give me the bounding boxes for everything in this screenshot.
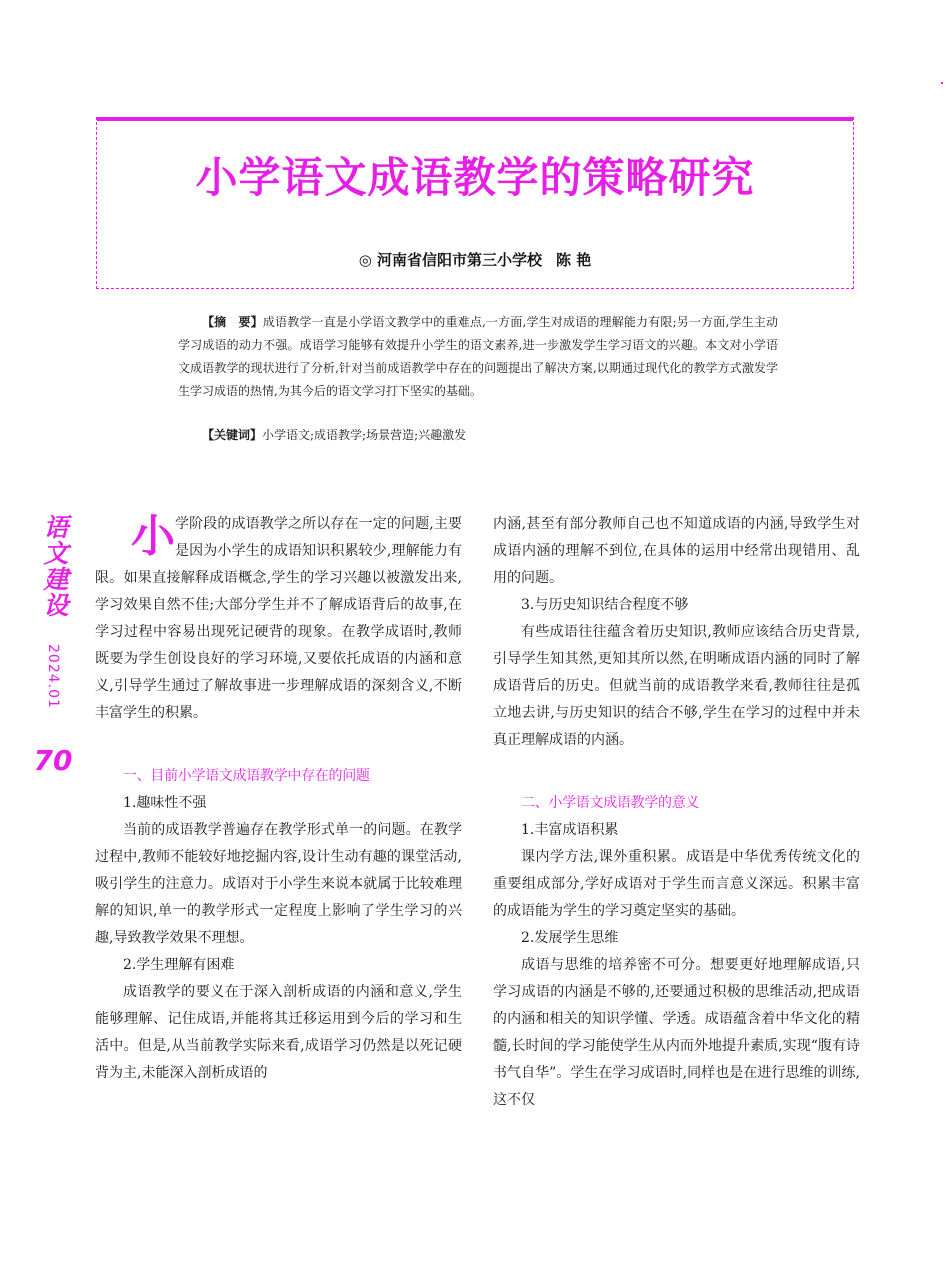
title-frame — [96, 117, 854, 289]
paragraph-4: 课内学方法,课外重积累。成语是中华优秀传统文化的重要组成部分,学好成语对于学生而言意义深远。积累丰富的成语能为学生的学习奠定坚实的基础。 — [493, 849, 860, 919]
paragraph-0-continued: 内涵,甚至有部分教师自己也不知道成语的内涵,导致学生对成语内涵的理解不到位,在具体的运用中经常出现错用、乱用的问题。 — [493, 516, 860, 586]
paragraph-5: 成语与思维的培养密不可分。想要更好地理解成语,只学习成语的内涵是不够的,还要通过积极的思维活动,把成语的内涵和相关的知识学懂、学透。成语蕴含着中华文化的精髓,长时间的学习能使学生从内而外地提升素质,实现“腹有诗书气自华”。学生在学习成语时,同样也是在进行思维的训练,这不仅 — [493, 957, 860, 1108]
author-mark: ◎ — [358, 251, 372, 269]
page-number: 70 — [33, 744, 73, 777]
subheading-3: 3.与历史知识结合程度不够 — [521, 597, 689, 613]
corner-accent-mark — [941, 82, 943, 84]
keywords — [178, 424, 778, 447]
keywords-label: 【关键词】 — [202, 428, 263, 442]
intro-text: 学阶段的成语教学之所以存在一定的问题,主要是因为小学生的成语知识积累较少,理解能力有限。如果直接解释成语概念,学生的学习兴趣以被激发出来,学习效果自然不佳;大部分学生并不了解成语背后的故事,在学习过程中容易出现死记硬背的现象。在教学成语时,教师既要为学生创设良好的学习环境,又要依托成语的内涵和意义,引导学生通过了解故事进一步理解成语的深刻含义,不断丰富学生的积累。 — [95, 516, 462, 721]
article-title: 小学语文成语教学的策略研究 — [195, 153, 755, 202]
paragraph-1: 当前的成语教学普遍存在教学形式单一的问题。在教学过程中,教师不能较好地挖掘内容,设计生动有趣的课堂活动,吸引学生的注意力。成语对于小学生来说本就属于比较难理解的知识,单一的教学形式一定程度上影响了学生学习的兴趣,导致教学效果不理想。 — [95, 822, 462, 946]
issue-date: 2024.01 — [45, 644, 61, 709]
author-org: 河南省信阳市第三小学校 — [377, 251, 543, 269]
paragraph-3: 有些成语往往蕴含着历史知识,教师应该结合历史背景,引导学生知其然,更知其所以然,在明晰成语内涵的同时了解成语背后的历史。但就当前的成语教学来看,教师往往是孤立地去讲,与历史知识的结合不够,学生在学习的过程中并未真正理解成语的内涵。 — [493, 624, 860, 748]
abstract-label: 【摘 要】 — [202, 315, 263, 329]
author-name: 陈 艳 — [556, 251, 592, 269]
subheading-1: 1.趣味性不强 — [123, 795, 207, 811]
abstract-text: 成语教学一直是小学语文教学中的重难点,一方面,学生对成语的理解能力有限;另一方面,学生主动学习成语的动力不强。成语学习能够有效提升小学生的语文素养,进一步激发学生学习语文的兴趣。本文对小学语文成语教学的现状进行了分析,针对当前成语教学中存在的问题提出了解决方案,以期通过现代化的教学方式激发学生学习成语的热情,为其今后的语文学习打下坚实的基础。 — [178, 315, 778, 398]
right-column — [493, 511, 860, 1114]
subheading-5: 2.发展学生思维 — [521, 930, 619, 946]
intro-paragraph — [95, 511, 462, 727]
abstract — [178, 311, 778, 403]
section-1-heading: 一、目前小学语文成语教学中存在的问题 — [123, 768, 370, 784]
left-column — [95, 511, 462, 1087]
author-line — [97, 249, 853, 270]
keywords-text: 小学语文;成语教学;场景营造;兴趣激发 — [262, 428, 467, 442]
journal-name: 语文建设 — [40, 514, 69, 618]
subheading-2: 2.学生理解有困难 — [123, 957, 235, 973]
paragraph-2: 成语教学的要义在于深入剖析成语的内涵和意义,学生能够理解、记住成语,并能将其迁移运用到今后的学习和生活中。但是,从当前教学实际来看,成语学习仍然是以死记硬背为主,未能深入剖析成语的 — [95, 984, 462, 1081]
section-2-heading: 二、小学语文成语教学的意义 — [521, 795, 700, 811]
dropcap: 小 — [131, 511, 175, 562]
subheading-4: 1.丰富成语积累 — [521, 822, 619, 838]
